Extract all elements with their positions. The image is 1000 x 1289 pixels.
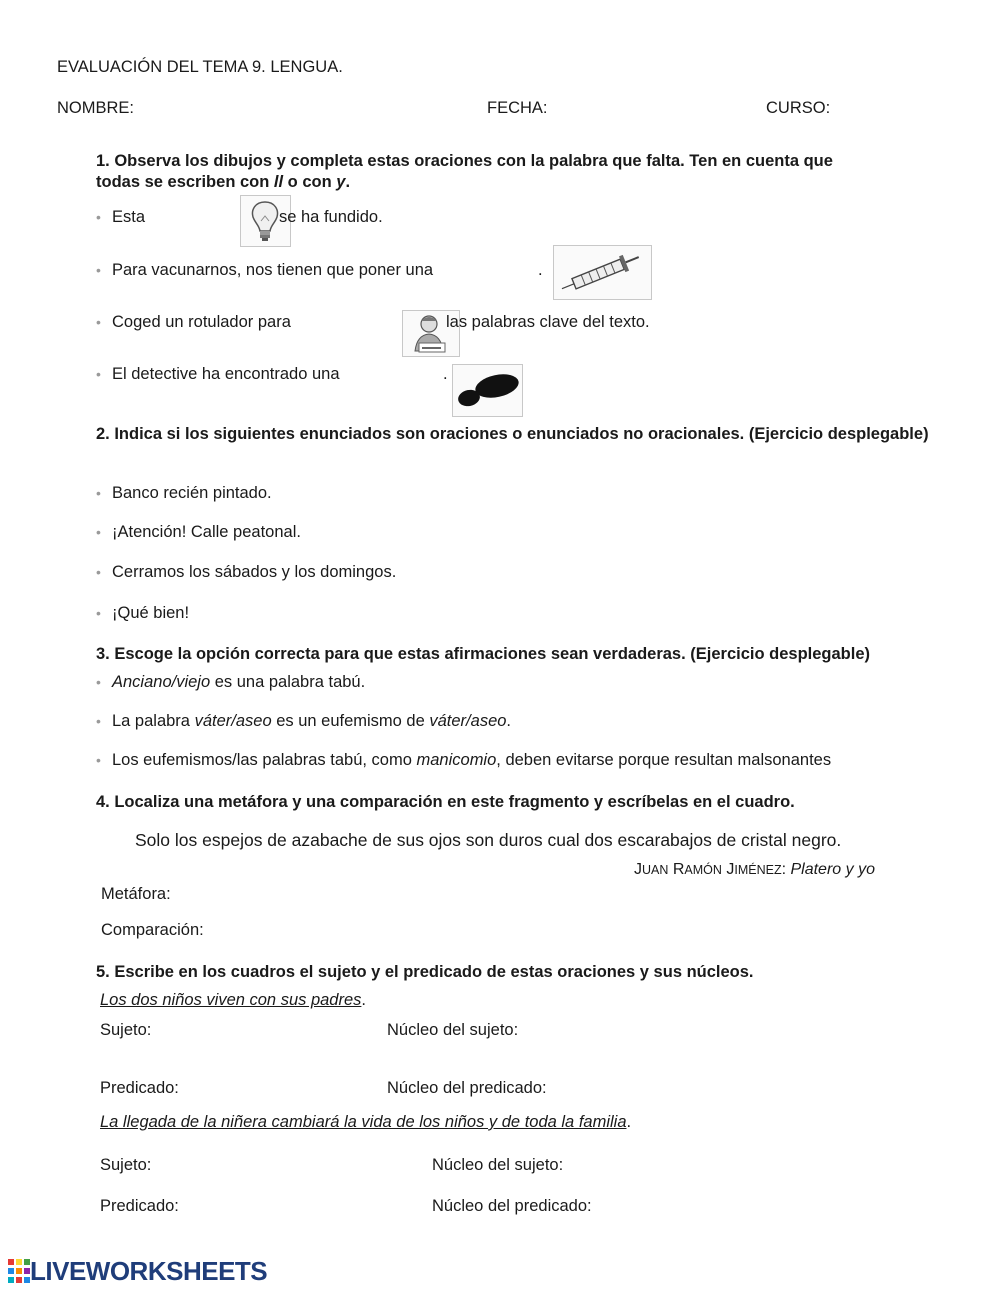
s2-subject-core-label: Núcleo del sujeto: (432, 1156, 564, 1174)
q1-item-4: • El detective ha encontrado una (96, 365, 340, 383)
question-5-title: 5. Escribe en los cuadros el sujeto y el predicado de estas oraciones y sus núcleos. (96, 963, 754, 981)
course-label: CURSO: (766, 99, 831, 117)
question-4-title: 4. Localiza una metáfora y una comparación en este fragmento y escríbelas en el cuadro. (96, 793, 795, 811)
quote-attribution: JUAN RAMÓN JIMÉNEZ: Platero y yo (634, 861, 875, 878)
syringe-icon (553, 245, 652, 300)
q2-item-4: • ¡Qué bien! (96, 604, 190, 622)
s1-predicate-core-label: Núcleo del predicado: (387, 1079, 547, 1097)
s2-predicate-core-label: Núcleo del predicado: (432, 1197, 592, 1215)
s1-subject-core-label: Núcleo del sujeto: (387, 1021, 519, 1039)
question-1-title (96, 151, 936, 193)
liveworksheets-logo (8, 1256, 267, 1286)
footprint-icon (452, 364, 523, 417)
sentence-2: La llegada de la niñera cambiará la vida de los niños y de toda la familia. (100, 1113, 632, 1131)
literary-quote: Solo los espejos de azabache de sus ojos son duros cual dos escarabajos de cristal negro. (135, 830, 842, 850)
s2-subject-label: Sujeto: (100, 1156, 152, 1174)
s1-predicate-label: Predicado: (100, 1079, 179, 1097)
question-3-title: 3. Escoge la opción correcta para que estas afirmaciones sean verdaderas. (Ejercicio desplegable) (96, 645, 871, 663)
q1-item-1-end: se ha fundido. (279, 208, 383, 226)
q1-item-3-end: las palabras clave del texto. (446, 313, 650, 331)
q2-item-2: • ¡Atención! Calle peatonal. (96, 523, 301, 541)
worksheet-title: EVALUACIÓN DEL TEMA 9. LENGUA. (57, 58, 343, 76)
question-1-line-1: 1. Observa los dibujos y completa estas oraciones con la palabra que falta. Ten en cuenta que (96, 152, 833, 170)
q3-item-3: • Los eufemismos/las palabras tabú, como manicomio, deben evitarse porque resultan malsonantes (96, 751, 832, 769)
comparison-label: Comparación: (101, 921, 204, 939)
s2-predicate-label: Predicado: (100, 1197, 179, 1215)
q1-item-2: • Para vacunarnos, nos tienen que poner una (96, 261, 434, 279)
q1-item-4-end: . (443, 365, 448, 383)
q2-item-1: • Banco recién pintado. (96, 484, 272, 502)
q1-item-3: • Coged un rotulador para (96, 313, 291, 331)
q1-item-1: • Esta (96, 208, 146, 226)
q2-item-3: • Cerramos los sábados y los domingos. (96, 563, 397, 581)
q3-item-1: • Anciano/viejo es una palabra tabú. (96, 673, 366, 691)
sentence-1: Los dos niños viven con sus padres. (100, 991, 366, 1009)
logo-grid-icon (8, 1259, 30, 1283)
logo-text: LIVEWORKSHEETS (30, 1255, 268, 1286)
metaphor-label: Metáfora: (101, 885, 171, 903)
question-1-line-2: todas se escriben con ll o con y. (96, 173, 351, 191)
s1-subject-label: Sujeto: (100, 1021, 152, 1039)
q3-item-2: • La palabra váter/aseo es un eufemismo de váter/aseo. (96, 712, 512, 730)
name-label: NOMBRE: (57, 99, 135, 117)
date-label: FECHA: (487, 99, 548, 117)
question-2-title: 2. Indica si los siguientes enunciados son oraciones o enunciados no oracionales. (Ejercicio desplegable) (96, 425, 929, 443)
q1-item-2-end: . (538, 261, 543, 279)
